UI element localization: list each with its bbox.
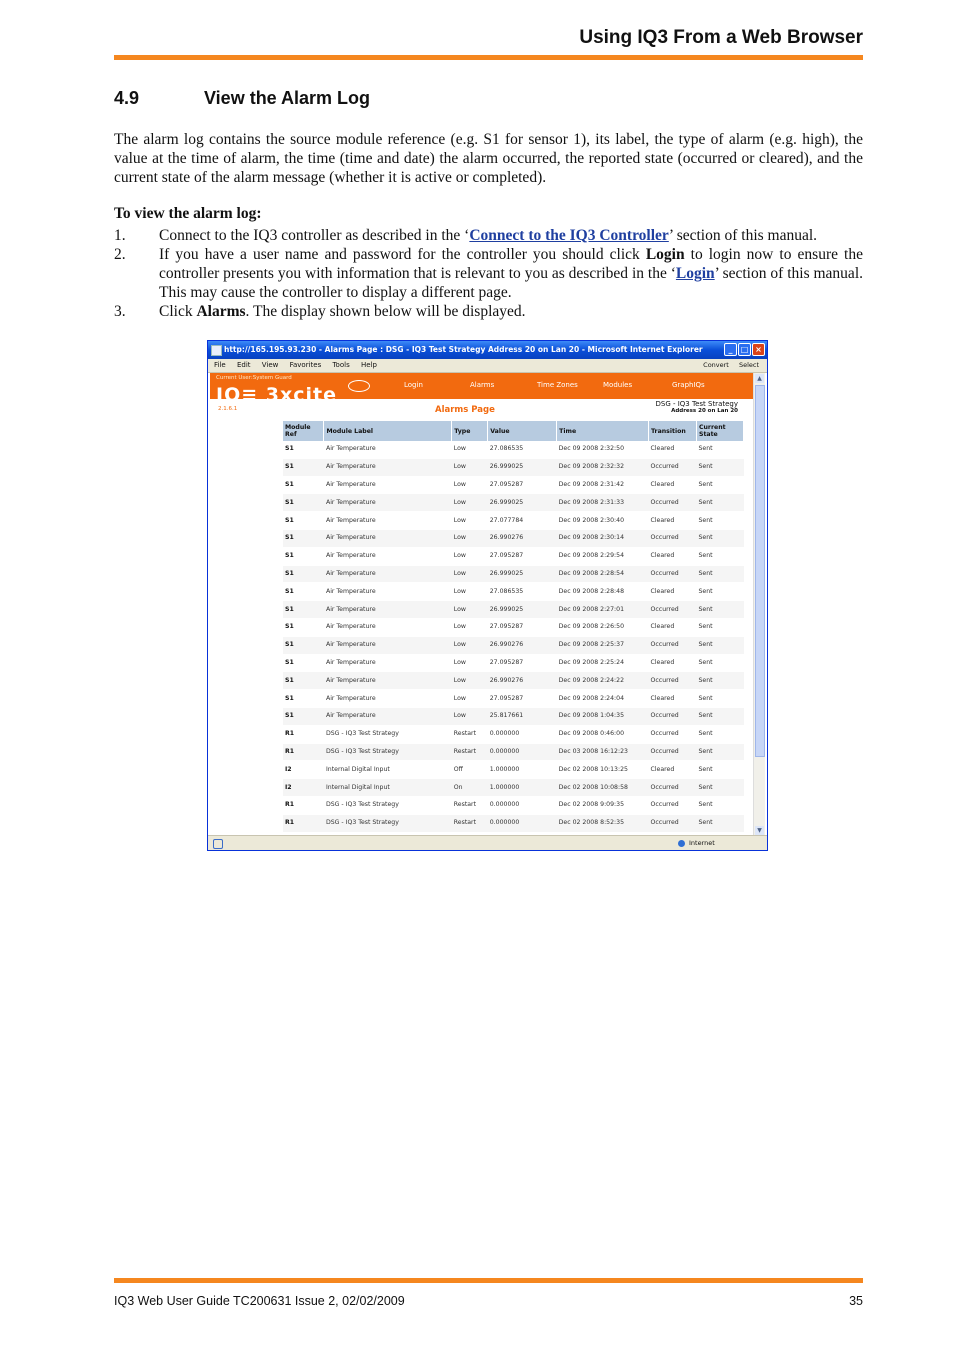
cell-value: 0.000000	[488, 796, 557, 814]
menu-tools[interactable]: Tools	[332, 361, 350, 369]
cell-type: Restart	[452, 814, 488, 832]
cell-module-label: Internal Digital Input	[324, 761, 452, 779]
menu-help[interactable]: Help	[360, 361, 377, 369]
cell-current-state: Sent	[696, 476, 743, 494]
cell-module-ref: S1	[283, 547, 324, 565]
cell-transition: Cleared	[649, 690, 697, 708]
menu-file[interactable]: File	[214, 361, 226, 369]
intro-paragraph: The alarm log contains the source module reference (e.g. S1 for sensor 1), its label, the type of alarm (e.g. high), the value at the time of alarm, the time (time and date) the alarm occurred, the reported state (occurred or cleared), and the current state of the alarm message (whether it is active or completed).	[114, 131, 863, 186]
table-row	[283, 476, 744, 494]
cell-current-state: Sent	[696, 796, 743, 814]
cell-current-state: Sent	[696, 725, 743, 743]
cell-current-state: Sent	[696, 761, 743, 779]
cell-transition: Occurred	[649, 725, 697, 743]
table-row	[283, 743, 744, 761]
cell-transition: Occurred	[649, 779, 697, 797]
security-zone	[678, 836, 715, 850]
menu-favorites[interactable]: Favorites	[289, 361, 322, 369]
cell-module-ref: S1	[283, 654, 324, 672]
toolbar-right	[695, 359, 759, 372]
cell-value: 27.095287	[488, 690, 557, 708]
cell-module-label: Air Temperature	[324, 476, 452, 494]
cell-type: Low	[452, 458, 488, 476]
cell-module-label: Air Temperature	[324, 547, 452, 565]
cell-module-ref: S1	[283, 583, 324, 601]
cell-module-ref: S1	[283, 601, 324, 619]
cell-module-ref: S1	[283, 690, 324, 708]
cell-module-label: Air Temperature	[324, 458, 452, 476]
cell-value: 26.990276	[488, 636, 557, 654]
cell-module-label: DSG - IQ3 Test Strategy	[324, 814, 452, 832]
cell-module-label: DSG - IQ3 Test Strategy	[324, 743, 452, 761]
cell-time: Dec 09 2008 2:31:42	[557, 476, 649, 494]
col-time: Time	[557, 421, 649, 441]
zone-label: Internet	[689, 839, 715, 847]
nav-modules[interactable]: Modules	[603, 381, 633, 389]
cell-time: Dec 09 2008 2:31:33	[557, 494, 649, 512]
cell-time: Dec 09 2008 2:29:54	[557, 547, 649, 565]
menu-view[interactable]: View	[261, 361, 279, 369]
cell-transition: Occurred	[649, 814, 697, 832]
cell-current-state: Sent	[696, 814, 743, 832]
section-heading	[114, 88, 370, 109]
cell-time: Dec 02 2008 8:52:35	[557, 814, 649, 832]
cell-current-state: Sent	[696, 512, 743, 530]
refresh-icon[interactable]	[348, 380, 370, 392]
cell-value: 26.999025	[488, 494, 557, 512]
alarm-rows	[283, 441, 744, 832]
cell-type: Low	[452, 672, 488, 690]
cell-type: Low	[452, 601, 488, 619]
cell-value: 26.999025	[488, 601, 557, 619]
cell-transition: Occurred	[649, 529, 697, 547]
procedure-heading: To view the alarm log:	[114, 205, 262, 222]
col-transition: Transition	[649, 421, 697, 441]
cell-time: Dec 09 2008 2:24:04	[557, 690, 649, 708]
cell-module-label: Air Temperature	[324, 529, 452, 547]
cell-current-state: Sent	[696, 654, 743, 672]
cell-transition: Cleared	[649, 441, 697, 458]
cell-time: Dec 02 2008 9:09:35	[557, 796, 649, 814]
col-type: Type	[452, 421, 488, 441]
cell-value: 27.095287	[488, 476, 557, 494]
step-number: 1.	[114, 227, 126, 244]
table-header-row	[283, 421, 744, 441]
login-term: Login	[645, 246, 685, 263]
cell-value: 1.000000	[488, 761, 557, 779]
cell-current-state: Sent	[696, 565, 743, 583]
cell-module-label: Air Temperature	[324, 601, 452, 619]
cell-type: Low	[452, 583, 488, 601]
cell-type: Low	[452, 512, 488, 530]
cell-time: Dec 09 2008 1:04:35	[557, 707, 649, 725]
alarms-term: Alarms	[196, 303, 246, 320]
procedure-steps	[114, 226, 863, 321]
minimize-icon[interactable]: _	[724, 343, 737, 356]
cell-current-state: Sent	[696, 583, 743, 601]
cell-transition: Occurred	[649, 494, 697, 512]
menu-edit[interactable]: Edit	[236, 361, 251, 369]
cell-value: 0.000000	[488, 814, 557, 832]
cell-transition: Occurred	[649, 672, 697, 690]
col-module-ref: Module Ref	[283, 421, 324, 441]
cell-current-state: Sent	[696, 636, 743, 654]
cell-value: 27.086535	[488, 441, 557, 458]
table-row	[283, 654, 744, 672]
browser-title: http://165.195.93.230 - Alarms Page : DSG - IQ3 Test Strategy Address 20 on Lan 20 - Microsoft Internet Explorer	[224, 345, 703, 354]
cell-value: 27.077784	[488, 512, 557, 530]
footer-doc-id: IQ3 Web User Guide TC200631 Issue 2, 02/02/2009	[114, 1294, 405, 1308]
cell-module-ref: S1	[283, 458, 324, 476]
alarm-log-table	[283, 421, 744, 833]
cell-type: Low	[452, 565, 488, 583]
cell-value: 27.095287	[488, 547, 557, 565]
cell-module-label: Air Temperature	[324, 690, 452, 708]
cell-module-label: Air Temperature	[324, 672, 452, 690]
cell-module-ref: S1	[283, 494, 324, 512]
cell-time: Dec 09 2008 2:32:32	[557, 458, 649, 476]
step-1	[114, 226, 863, 245]
cell-module-ref: I2	[283, 761, 324, 779]
cell-transition: Cleared	[649, 654, 697, 672]
cell-module-ref: S1	[283, 707, 324, 725]
step-number: 2.	[114, 246, 126, 263]
nav-login[interactable]: Login	[404, 381, 423, 389]
cell-current-state: Sent	[696, 672, 743, 690]
cell-current-state: Sent	[696, 441, 743, 458]
cell-module-label: DSG - IQ3 Test Strategy	[324, 725, 452, 743]
cell-module-label: Internal Digital Input	[324, 779, 452, 797]
cell-module-label: Air Temperature	[324, 707, 452, 725]
cell-module-ref: R1	[283, 796, 324, 814]
cell-time: Dec 09 2008 2:25:24	[557, 654, 649, 672]
cell-module-ref: S1	[283, 529, 324, 547]
cell-value: 25.817661	[488, 707, 557, 725]
table-row	[283, 547, 744, 565]
nav-time-zones[interactable]: Time Zones	[537, 381, 578, 389]
cell-module-label: DSG - IQ3 Test Strategy	[324, 796, 452, 814]
table-row	[283, 583, 744, 601]
cell-time: Dec 09 2008 2:27:01	[557, 601, 649, 619]
cell-time: Dec 09 2008 2:25:37	[557, 636, 649, 654]
cell-transition: Occurred	[649, 565, 697, 583]
cell-module-label: Air Temperature	[324, 636, 452, 654]
cell-value: 27.086535	[488, 583, 557, 601]
cell-module-label: Air Temperature	[324, 583, 452, 601]
cell-module-label: Air Temperature	[324, 618, 452, 636]
table-row	[283, 601, 744, 619]
firmware-version: 2.1.6.1	[218, 406, 238, 412]
scroll-up-icon[interactable]: ▲	[755, 374, 764, 383]
page-status-icon	[213, 839, 223, 849]
table-row	[283, 458, 744, 476]
step-text: Click	[159, 303, 197, 320]
cell-transition: Cleared	[649, 547, 697, 565]
select-button[interactable]: Select	[738, 361, 759, 369]
running-header: Using IQ3 From a Web Browser	[579, 27, 863, 48]
cell-type: Low	[452, 529, 488, 547]
cell-type: Off	[452, 761, 488, 779]
table-row	[283, 672, 744, 690]
step-text: to login now to ensure the controller presents you with information that is relevant to you as described in the ‘	[159, 246, 863, 282]
section-title: View the Alarm Log	[204, 88, 371, 108]
cell-transition: Occurred	[649, 707, 697, 725]
cell-time: Dec 09 2008 2:28:54	[557, 565, 649, 583]
step-text: . The display shown below will be displayed.	[245, 303, 526, 320]
browser-window	[207, 340, 768, 851]
cell-current-state: Sent	[696, 601, 743, 619]
table-row	[283, 441, 744, 458]
cell-current-state: Sent	[696, 458, 743, 476]
col-module-label: Module Label	[324, 421, 452, 441]
cell-module-ref: R1	[283, 725, 324, 743]
cell-time: Dec 09 2008 2:32:50	[557, 441, 649, 458]
maximize-icon[interactable]: □	[738, 343, 751, 356]
cell-module-label: Air Temperature	[324, 494, 452, 512]
cell-module-label: Air Temperature	[324, 512, 452, 530]
strategy-name: DSG - IQ3 Test Strategy	[655, 400, 738, 408]
cell-time: Dec 09 2008 0:46:00	[557, 725, 649, 743]
cell-type: On	[452, 779, 488, 797]
convert-button[interactable]: Convert	[703, 361, 729, 369]
cell-value: 26.999025	[488, 565, 557, 583]
cell-type: Restart	[452, 743, 488, 761]
cell-module-ref: R1	[283, 743, 324, 761]
cell-value: 27.095287	[488, 618, 557, 636]
cell-type: Restart	[452, 796, 488, 814]
step-text: ’ section of this manual.	[668, 227, 818, 244]
login-link[interactable]: Login	[675, 265, 715, 282]
table-row	[283, 529, 744, 547]
table-row	[283, 796, 744, 814]
cell-value: 0.000000	[488, 725, 557, 743]
step-text: ’ section of this manual. This may cause the controller to display a different page.	[159, 265, 863, 301]
cell-value: 26.999025	[488, 458, 557, 476]
scroll-down-icon[interactable]: ▼	[755, 826, 764, 835]
cell-transition: Cleared	[649, 618, 697, 636]
cell-type: Restart	[452, 725, 488, 743]
cell-current-state: Sent	[696, 494, 743, 512]
nav-graphiqs[interactable]: GraphIQs	[672, 381, 705, 389]
browser-titlebar	[208, 341, 767, 359]
browser-menubar	[208, 359, 767, 373]
browser-statusbar	[208, 835, 767, 850]
cell-time: Dec 09 2008 2:30:40	[557, 512, 649, 530]
cell-value: 27.095287	[488, 654, 557, 672]
table-row	[283, 565, 744, 583]
cell-time: Dec 09 2008 2:30:14	[557, 529, 649, 547]
cell-transition: Occurred	[649, 796, 697, 814]
cell-transition: Cleared	[649, 583, 697, 601]
table-row	[283, 725, 744, 743]
cell-module-ref: S1	[283, 476, 324, 494]
current-user: Current User:System Guard	[216, 375, 292, 381]
table-row	[283, 690, 744, 708]
page-title: Alarms Page	[435, 405, 495, 415]
cell-type: Low	[452, 441, 488, 458]
cell-current-state: Sent	[696, 529, 743, 547]
cell-time: Dec 09 2008 2:24:22	[557, 672, 649, 690]
cell-value: 26.990276	[488, 529, 557, 547]
table-row	[283, 707, 744, 725]
page-viewport	[210, 373, 755, 836]
step-number: 3.	[114, 303, 126, 320]
cell-transition: Occurred	[649, 458, 697, 476]
cell-transition: Cleared	[649, 512, 697, 530]
col-value: Value	[488, 421, 557, 441]
iq3-logo: IQ≡ 3xcite	[216, 384, 337, 406]
cell-transition: Cleared	[649, 761, 697, 779]
window-controls	[724, 343, 765, 356]
table-row	[283, 761, 744, 779]
cell-type: Low	[452, 636, 488, 654]
cell-time: Dec 02 2008 10:13:25	[557, 761, 649, 779]
col-current-state: Current State	[696, 421, 743, 441]
page-number: 35	[849, 1294, 863, 1308]
cell-module-ref: S1	[283, 441, 324, 458]
cell-module-label: Air Temperature	[324, 654, 452, 672]
step-text: Connect to the IQ3 controller as described in the ‘	[159, 227, 470, 244]
table-row	[283, 636, 744, 654]
vertical-scrollbar[interactable]	[753, 373, 765, 836]
table-row	[283, 779, 744, 797]
connect-link[interactable]: Connect to the IQ3 Controller	[469, 227, 669, 244]
cell-current-state: Sent	[696, 690, 743, 708]
cell-current-state: Sent	[696, 743, 743, 761]
cell-value: 0.000000	[488, 743, 557, 761]
strategy-address: Address 20 on Lan 20	[671, 408, 738, 414]
cell-time: Dec 09 2008 2:28:48	[557, 583, 649, 601]
cell-current-state: Sent	[696, 618, 743, 636]
cell-value: 1.000000	[488, 779, 557, 797]
cell-transition: Occurred	[649, 743, 697, 761]
cell-current-state: Sent	[696, 779, 743, 797]
strategy-info	[656, 401, 739, 415]
cell-type: Low	[452, 707, 488, 725]
cell-module-ref: I2	[283, 779, 324, 797]
cell-transition: Occurred	[649, 601, 697, 619]
ie-page-icon	[211, 345, 222, 356]
cell-type: Low	[452, 547, 488, 565]
cell-value: 26.990276	[488, 672, 557, 690]
step-3	[114, 302, 863, 321]
scroll-thumb[interactable]	[755, 385, 765, 757]
table-row	[283, 814, 744, 832]
cell-module-ref: S1	[283, 618, 324, 636]
cell-time: Dec 03 2008 16:12:23	[557, 743, 649, 761]
header-rule	[114, 55, 863, 60]
cell-type: Low	[452, 618, 488, 636]
cell-type: Low	[452, 690, 488, 708]
cell-type: Low	[452, 654, 488, 672]
close-icon[interactable]: ×	[752, 343, 765, 356]
cell-module-label: Air Temperature	[324, 441, 452, 458]
step-text: If you have a user name and password for the controller you should click	[159, 246, 646, 263]
table-row	[283, 512, 744, 530]
cell-time: Dec 09 2008 2:26:50	[557, 618, 649, 636]
cell-current-state: Sent	[696, 707, 743, 725]
cell-type: Low	[452, 494, 488, 512]
table-row	[283, 618, 744, 636]
cell-type: Low	[452, 476, 488, 494]
cell-module-ref: S1	[283, 512, 324, 530]
footer-rule	[114, 1278, 863, 1283]
table-row	[283, 494, 744, 512]
globe-icon	[678, 840, 685, 847]
section-number: 4.9	[114, 88, 140, 108]
cell-transition: Occurred	[649, 636, 697, 654]
cell-current-state: Sent	[696, 547, 743, 565]
cell-module-label: Air Temperature	[324, 565, 452, 583]
nav-alarms[interactable]: Alarms	[470, 381, 495, 389]
cell-module-ref: S1	[283, 672, 324, 690]
cell-module-ref: R1	[283, 814, 324, 832]
cell-time: Dec 02 2008 10:08:58	[557, 779, 649, 797]
cell-module-ref: S1	[283, 636, 324, 654]
step-2	[114, 245, 863, 302]
cell-module-ref: S1	[283, 565, 324, 583]
cell-transition: Cleared	[649, 476, 697, 494]
